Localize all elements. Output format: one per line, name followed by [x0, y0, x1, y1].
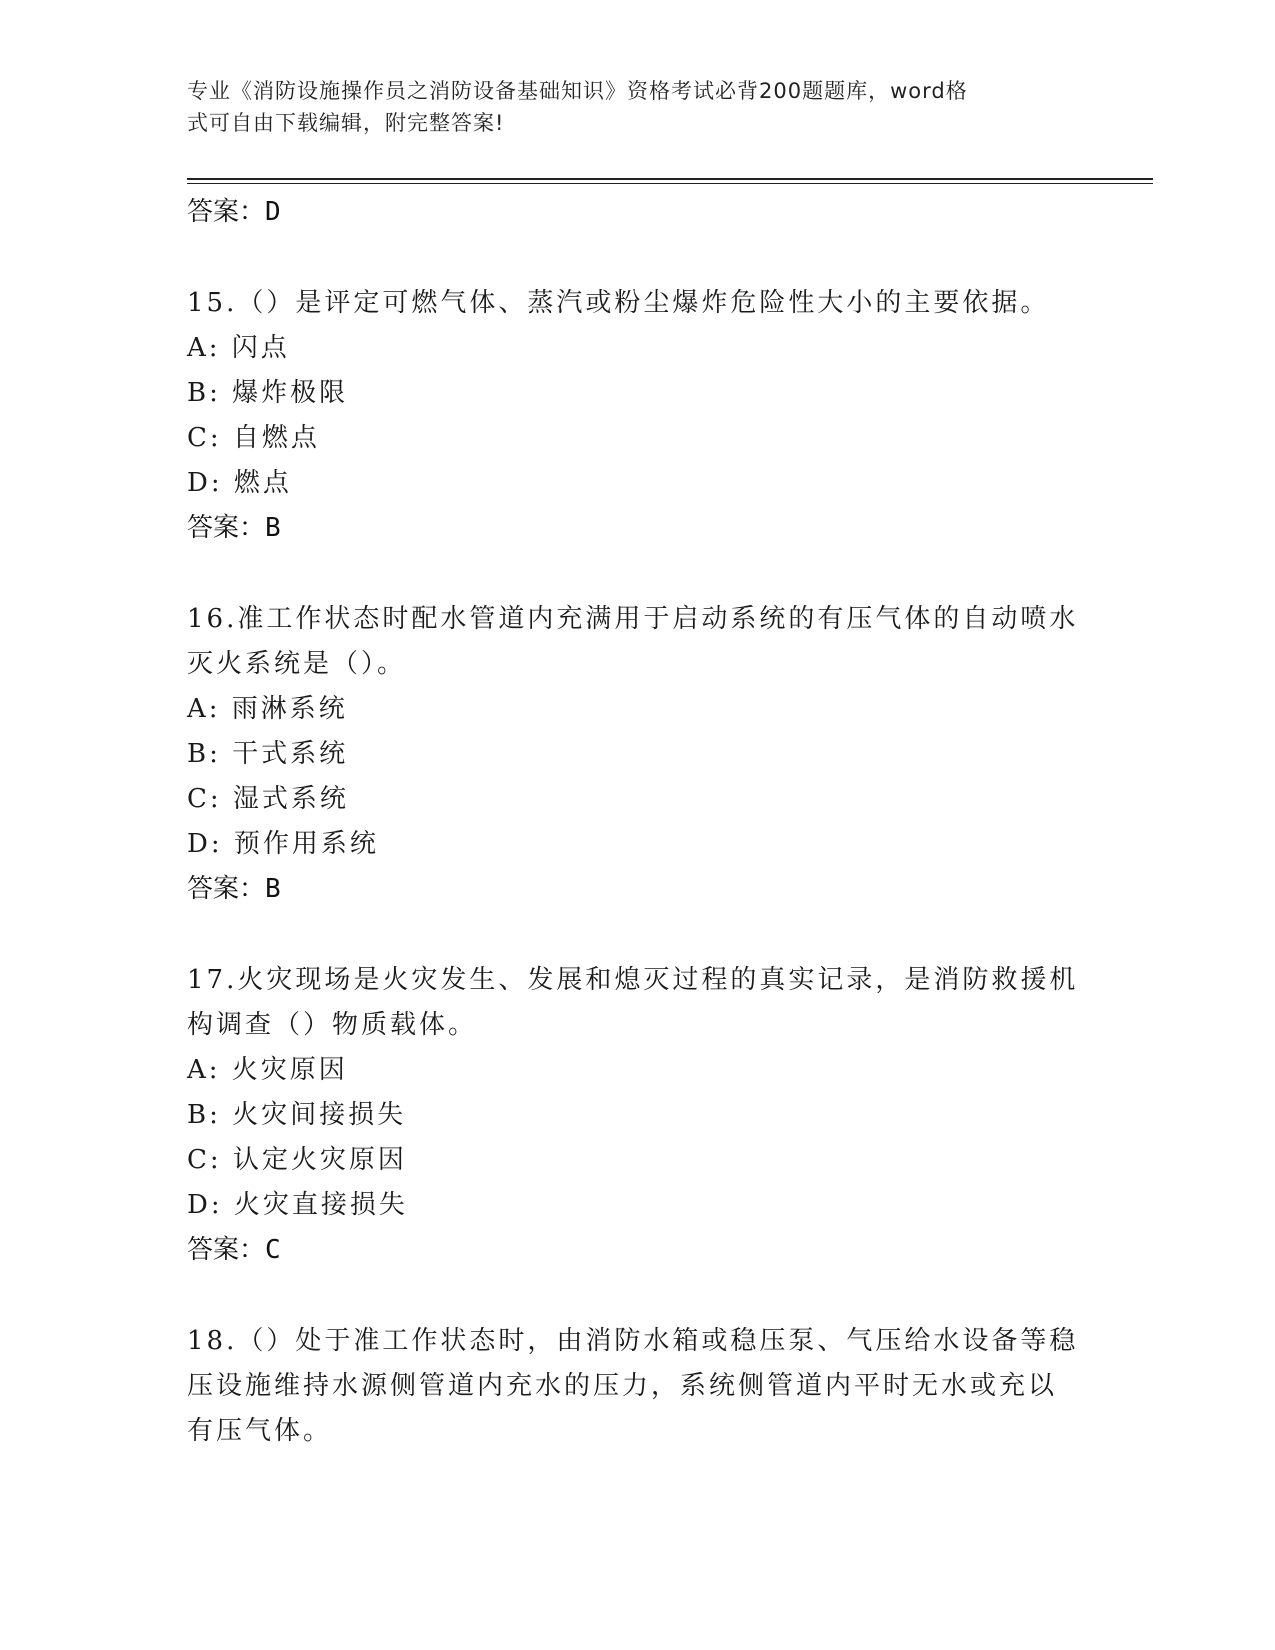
option-d: D: 预作用系统: [187, 829, 379, 859]
question-list: [187, 190, 1087, 1454]
option-b: B: 爆炸极限: [187, 378, 349, 408]
option-a: A: 火灾原因: [187, 1055, 348, 1085]
answer-label: 答案：: [187, 513, 266, 543]
question-15: [187, 281, 1087, 551]
answer-line: [187, 506, 1087, 551]
document-header: [187, 75, 1067, 139]
option-b: B: 火灾间接损失: [187, 1100, 407, 1130]
option-c: C: 自燃点: [187, 423, 320, 453]
question-stem-line-2: 构调查（）物质载体。: [187, 1010, 478, 1040]
option-d: D: 火灾直接损失: [187, 1190, 408, 1220]
question-stem-line-3: 有压气体。: [187, 1416, 333, 1446]
answer-label: 答案：: [187, 197, 266, 227]
header-divider-thick: [187, 178, 1153, 180]
option-c: C: 认定火灾原因: [187, 1145, 407, 1175]
question-17: [187, 958, 1087, 1273]
question-16: [187, 597, 1087, 912]
answer-line: [187, 867, 1087, 912]
answer-value: C: [265, 1235, 281, 1265]
question-stem-line-2: 灭火系统是（）。: [187, 649, 407, 679]
question-stem-line-2: 压设施维持水源侧管道内充水的压力，系统侧管道内平时无水或充以: [187, 1371, 1058, 1401]
option-c: C: 湿式系统: [187, 784, 349, 814]
option-b: B: 干式系统: [187, 739, 349, 769]
option-a: A: 闪点: [187, 333, 290, 363]
header-divider-thin: [187, 183, 1153, 184]
answer-label: 答案：: [187, 1235, 266, 1265]
option-d: D: 燃点: [187, 468, 292, 498]
answer-value: B: [265, 874, 281, 904]
header-line-1: 专业《消防设施操作员之消防设备基础知识》资格考试必背200题题库，word格: [187, 79, 968, 103]
question-stem-line-1: 17.火灾现场是火灾发生、发展和熄灭过程的真实记录，是消防救援机: [187, 965, 1079, 995]
answer-line: [187, 1228, 1087, 1273]
question-stem: 15.（）是评定可燃气体、蒸汽或粉尘爆炸危险性大小的主要依据。: [187, 288, 1050, 318]
question-18: [187, 1319, 1087, 1454]
question-stem-line-1: 18.（）处于准工作状态时，由消防水箱或稳压泵、气压给水设备等稳: [187, 1326, 1079, 1356]
header-line-2: 式可自由下载编辑，附完整答案!: [187, 111, 505, 135]
question-stem-line-1: 16.准工作状态时配水管道内充满用于启动系统的有压气体的自动喷水: [187, 604, 1079, 634]
answer-line-prev: [187, 190, 1087, 235]
answer-value: B: [265, 513, 281, 543]
answer-value: D: [265, 197, 281, 227]
option-a: A: 雨淋系统: [187, 694, 348, 724]
answer-label: 答案：: [187, 874, 266, 904]
